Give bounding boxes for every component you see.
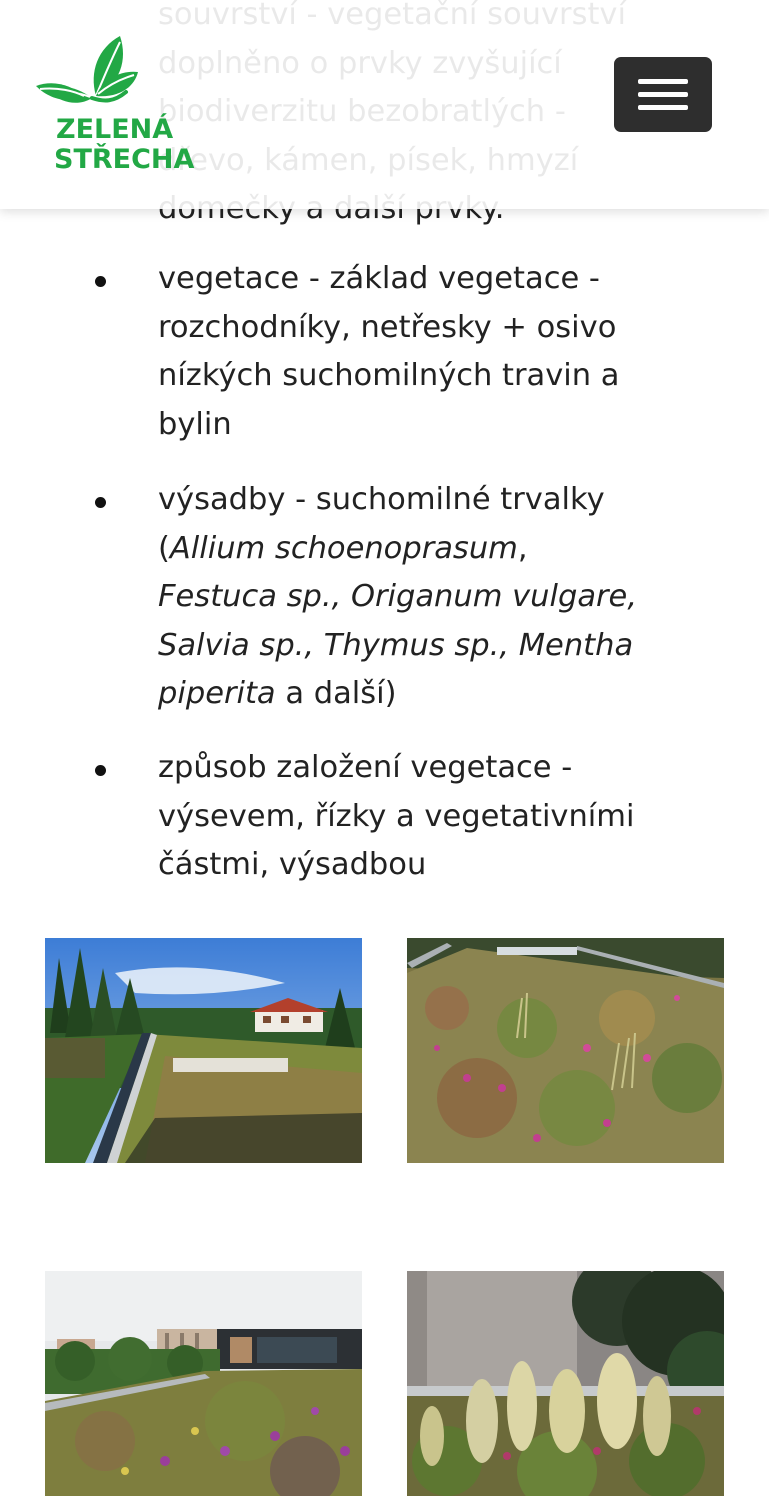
hamburger-menu-icon xyxy=(638,79,688,84)
bullet-dot-icon xyxy=(95,276,106,287)
green-roof-with-house-photo[interactable] xyxy=(45,938,362,1163)
list-item-line: bylin xyxy=(158,406,232,442)
species-list: Salvia sp., Thymus sp., Mentha xyxy=(158,627,634,663)
site-logo[interactable] xyxy=(34,34,204,174)
species-name: Allium schoenoprasum xyxy=(169,530,518,566)
bullet-dot-icon xyxy=(95,765,106,776)
logo-text-line2: STŘECHA xyxy=(54,144,195,174)
list-item-line: (Allium schoenoprasum, xyxy=(158,530,528,566)
menu-toggle-button[interactable] xyxy=(614,57,712,132)
species-list: Festuca sp., Origanum vulgare, xyxy=(158,579,638,614)
list-item-line: vegetace - základ vegetace - xyxy=(158,261,600,296)
list-item-line: výsevem, řízky a vegetativními xyxy=(158,798,635,834)
list-item-line: způsob založení vegetace - xyxy=(158,750,573,785)
flowering-roof-meadow-photo[interactable] xyxy=(407,938,724,1163)
list-item-line: piperita a další) xyxy=(158,676,397,711)
roof-meadow-city-view-photo[interactable] xyxy=(45,1271,362,1496)
list-item-line: částmi, výsadbou xyxy=(158,847,427,882)
leaf-logo-icon xyxy=(34,34,204,174)
list-item-line: výsadby - suchomilné trvalky xyxy=(158,482,605,517)
hamburger-menu-icon xyxy=(638,92,688,97)
list-item-line: nízkých suchomilných travin a xyxy=(158,358,620,393)
species-name: piperita xyxy=(158,676,276,711)
list-item-line: rozchodníky, netřesky + osivo xyxy=(158,309,617,345)
bullet-dot-icon xyxy=(95,497,106,508)
feather-grass-roof-photo[interactable] xyxy=(407,1271,724,1496)
logo-text-line1: ZELENÁ xyxy=(56,114,174,145)
site-header xyxy=(0,0,769,209)
hamburger-menu-icon xyxy=(638,105,688,110)
